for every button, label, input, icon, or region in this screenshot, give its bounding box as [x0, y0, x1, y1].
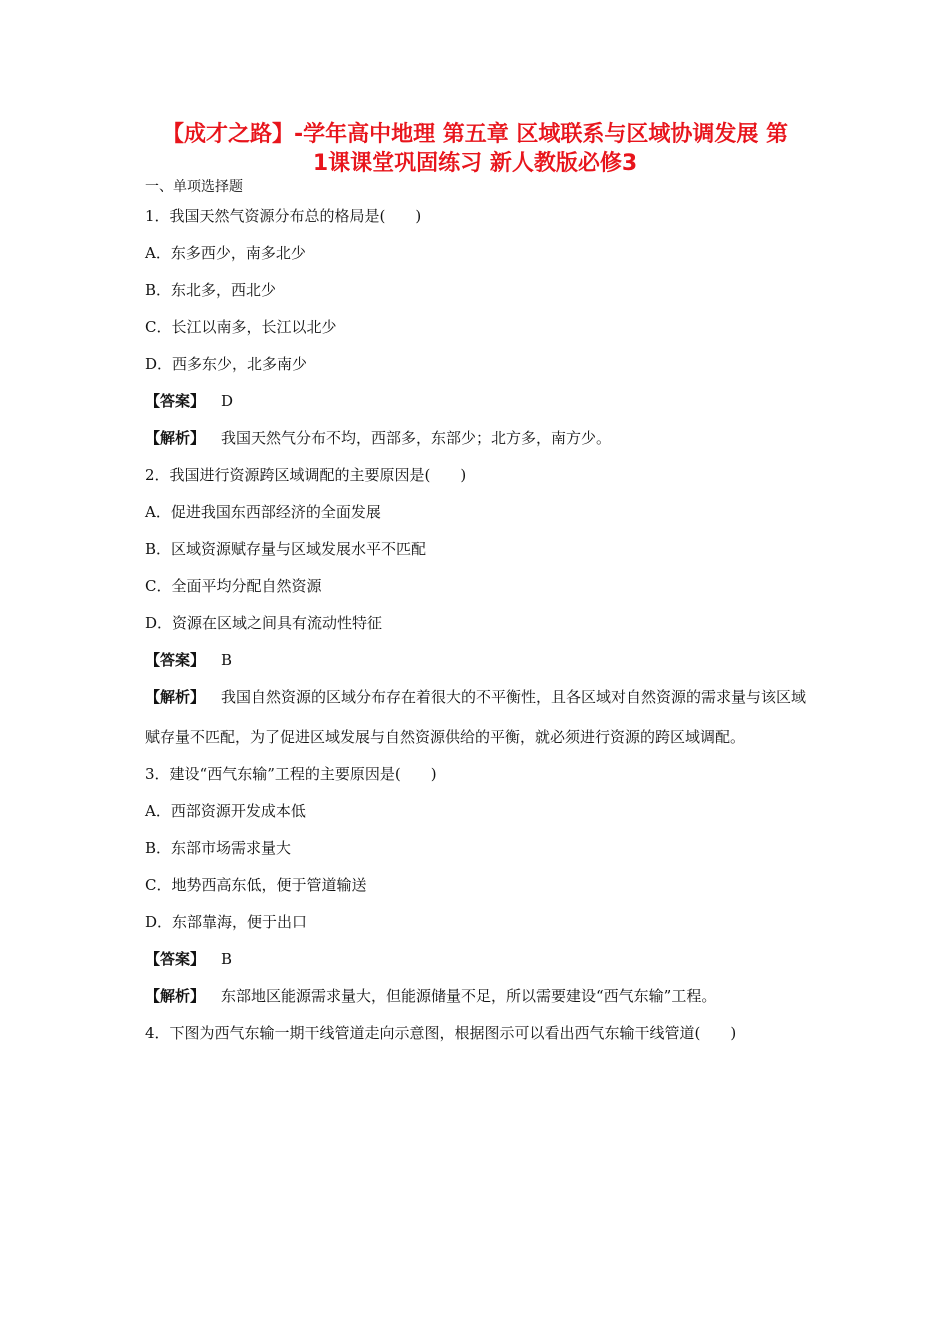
- explanation-block: [145, 677, 807, 757]
- question-1: [145, 206, 807, 465]
- document-body: [145, 180, 807, 1060]
- question-4: [145, 1023, 807, 1060]
- option-a: A．促进我国东西部经济的全面发展: [145, 503, 381, 521]
- title-line-2: 1课课堂巩固练习 新人教版必修3: [312, 151, 638, 176]
- answer-line: [145, 391, 807, 428]
- document-title: [140, 120, 810, 178]
- question-stem: 3．建设“西气东输”工程的主要原因是( ): [145, 765, 437, 783]
- answer-line: [145, 949, 807, 986]
- explanation-line: [145, 986, 807, 1023]
- explanation-text: 我国自然资源的区域分布存在着很大的不平衡性，且各区域对自然资源的需求量与该区域赋存量不匹配，为了促进区域发展与自然资源供给的平衡，就必须进行资源的跨区域调配。: [145, 688, 807, 746]
- explanation-tag: 【解析】: [145, 987, 206, 1005]
- answer-value: D: [221, 392, 234, 410]
- question-2: [145, 465, 807, 757]
- option-b: B．东北多，西北少: [145, 281, 277, 299]
- question-3: [145, 764, 807, 1023]
- option-d: D．西多东少，北多南少: [145, 355, 308, 373]
- option-a: A．东多西少，南多北少: [145, 244, 306, 262]
- option-d: D．资源在区域之间具有流动性特征: [145, 614, 383, 632]
- option-c: C．长江以南多，长江以北少: [145, 318, 337, 336]
- explanation-line: [145, 428, 807, 465]
- answer-tag: 【答案】: [145, 651, 206, 669]
- explanation-tag: 【解析】: [145, 429, 206, 447]
- explanation-tag: 【解析】: [145, 688, 206, 706]
- answer-tag: 【答案】: [145, 950, 206, 968]
- explanation-text: 东部地区能源需求量大，但能源储量不足，所以需要建设“西气东输”工程。: [221, 987, 717, 1005]
- section-heading: 一、单项选择题: [145, 179, 243, 195]
- explanation-text: 我国天然气分布不均，西部多，东部少；北方多，南方少。: [221, 429, 612, 447]
- answer-tag: 【答案】: [145, 392, 206, 410]
- option-b: B．区域资源赋存量与区域发展水平不匹配: [145, 540, 427, 558]
- option-c: C．地势西高东低，便于管道输送: [145, 876, 367, 894]
- option-b: B．东部市场需求量大: [145, 839, 292, 857]
- question-stem: 2．我国进行资源跨区域调配的主要原因是( ): [145, 466, 467, 484]
- option-d: D．东部靠海，便于出口: [145, 913, 308, 931]
- option-a: A．西部资源开发成本低: [145, 802, 306, 820]
- question-stem: 4．下图为西气东输一期干线管道走向示意图，根据图示可以看出西气东输干线管道( ): [145, 1024, 737, 1042]
- title-line-1: 【成才之路】-学年高中地理 第五章 区域联系与区域协调发展 第: [161, 122, 789, 147]
- answer-value: B: [221, 950, 233, 968]
- answer-value: B: [221, 651, 233, 669]
- option-c: C．全面平均分配自然资源: [145, 577, 322, 595]
- question-stem: 1．我国天然气资源分布总的格局是( ): [145, 207, 422, 225]
